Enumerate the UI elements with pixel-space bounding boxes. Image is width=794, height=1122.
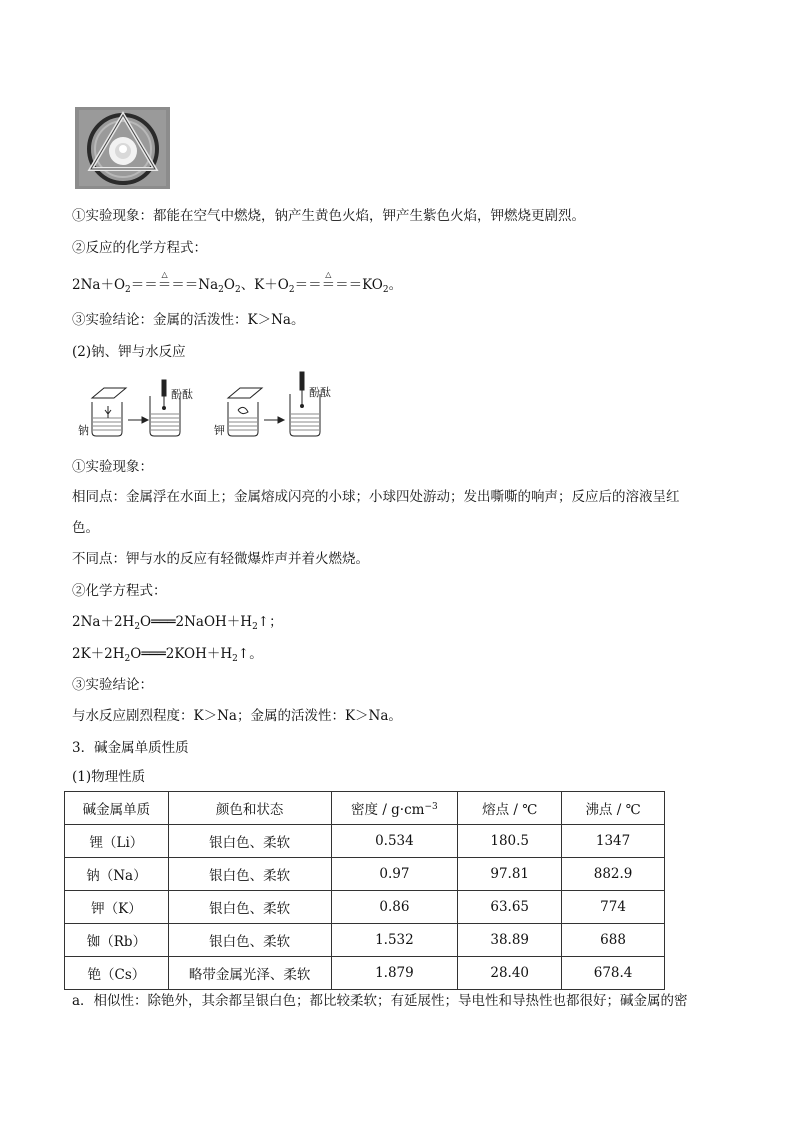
label-na: 钠 — [78, 424, 89, 437]
s1-phenomenon: ①实验现象：都能在空气中燃烧，钠产生黄色火焰，钾产生紫色火焰，钾燃烧更剧烈。 — [72, 208, 585, 224]
s2-same-a: 相同点：金属浮在水面上；金属熔成闪亮的小球；小球四处游动；发出嘶嘶的响声；反应后的溶液呈红 — [72, 489, 680, 505]
table-cell: 铯（Cs） — [65, 957, 169, 990]
s2-same-b: 色。 — [72, 520, 99, 536]
table-cell: 1.879 — [331, 957, 458, 990]
col-header-color-state: 颜色和状态 — [168, 792, 331, 825]
col-header-density: 密度 / $g\cdot cm^{-3}$ — [331, 792, 458, 825]
table-cell: 略带金属光泽、柔软 — [168, 957, 331, 990]
label-phenolphthalein-1: 酚酞 — [171, 388, 193, 401]
table-cell: 0.86 — [331, 891, 458, 924]
table-row — [65, 858, 665, 891]
col-header-melting-point: 熔点 / ℃ — [458, 792, 562, 825]
table-cell: 0.97 — [331, 858, 458, 891]
heat-symbol: △ — [161, 270, 168, 279]
glass-plate — [92, 388, 126, 398]
s3-subheading: (1)物理性质 — [72, 769, 146, 785]
table-cell: 1347 — [562, 825, 665, 858]
table-cell: 63.65 — [458, 891, 562, 924]
beaker — [92, 402, 122, 436]
heat-symbol: △ — [325, 270, 332, 279]
k-water-equation: $2K+2H_2O═══2KOH+H_2↑$。 — [72, 646, 263, 664]
table-cell: 1.532 — [331, 924, 458, 957]
table-cell: 银白色、柔软 — [168, 825, 331, 858]
s1-equation-label: ②反应的化学方程式： — [72, 240, 207, 256]
table-cell: 97.81 — [458, 858, 562, 891]
table-row — [65, 957, 665, 990]
table-cell: 678.4 — [562, 957, 665, 990]
s2-diff: 不同点：钾与水的反应有轻微爆炸声并着火燃烧。 — [72, 551, 369, 567]
s2-conclusion: 与水反应剧烈程度：K＞Na；金属的活泼性：K＞Na。 — [72, 708, 402, 724]
table-cell: 锂（Li） — [65, 825, 169, 858]
alkali-metals-table — [64, 791, 665, 990]
table-row — [65, 891, 665, 924]
s3-heading: 3．碱金属单质性质 — [72, 740, 189, 756]
table-row — [65, 825, 665, 858]
label-k: 钾 — [214, 424, 225, 437]
s2-heading: (2)钠、钾与水反应 — [72, 344, 186, 360]
s3-similarity: a．相似性：除铯外，其余都呈银白色；都比较柔软；有延展性；导电性和导热性也都很好；碱金属的密 — [72, 993, 688, 1009]
table-cell: 774 — [562, 891, 665, 924]
table-cell: 银白色、柔软 — [168, 891, 331, 924]
table-cell: 银白色、柔软 — [168, 924, 331, 957]
label-phenolphthalein-2: 酚酞 — [309, 386, 331, 399]
table-cell: 钠（Na） — [65, 858, 169, 891]
s2-conclusion-label: ③实验结论： — [72, 677, 153, 693]
table-cell: 0.534 — [331, 825, 458, 858]
combustion-equation: $2Na+O_2==$ △ $===Na_2O_2$、$K+O_2==$ △ $===KO_2$。 — [72, 276, 402, 299]
s1-conclusion: ③实验结论：金属的活泼性：K＞Na。 — [72, 312, 305, 328]
table-cell: 银白色、柔软 — [168, 858, 331, 891]
s2-phenomenon: ①实验现象： — [72, 459, 153, 475]
combustion-photo — [75, 107, 170, 189]
na-water-equation: $2Na+2H_2O═══2NaOH+H_2↑$； — [72, 614, 283, 632]
s2-equation-label: ②化学方程式： — [72, 583, 167, 599]
table-row — [65, 924, 665, 957]
table-cell: 688 — [562, 924, 665, 957]
col-header-element: 碱金属单质 — [65, 792, 169, 825]
water-reaction-figure — [78, 370, 360, 442]
table-cell: 28.40 — [458, 957, 562, 990]
table-cell: 钾（K） — [65, 891, 169, 924]
table-cell: 882.9 — [562, 858, 665, 891]
table-cell: 38.89 — [458, 924, 562, 957]
table-header-row — [65, 792, 665, 825]
table-cell: 180.5 — [458, 825, 562, 858]
col-header-boiling-point: 沸点 / ℃ — [562, 792, 665, 825]
table-cell: 铷（Rb） — [65, 924, 169, 957]
